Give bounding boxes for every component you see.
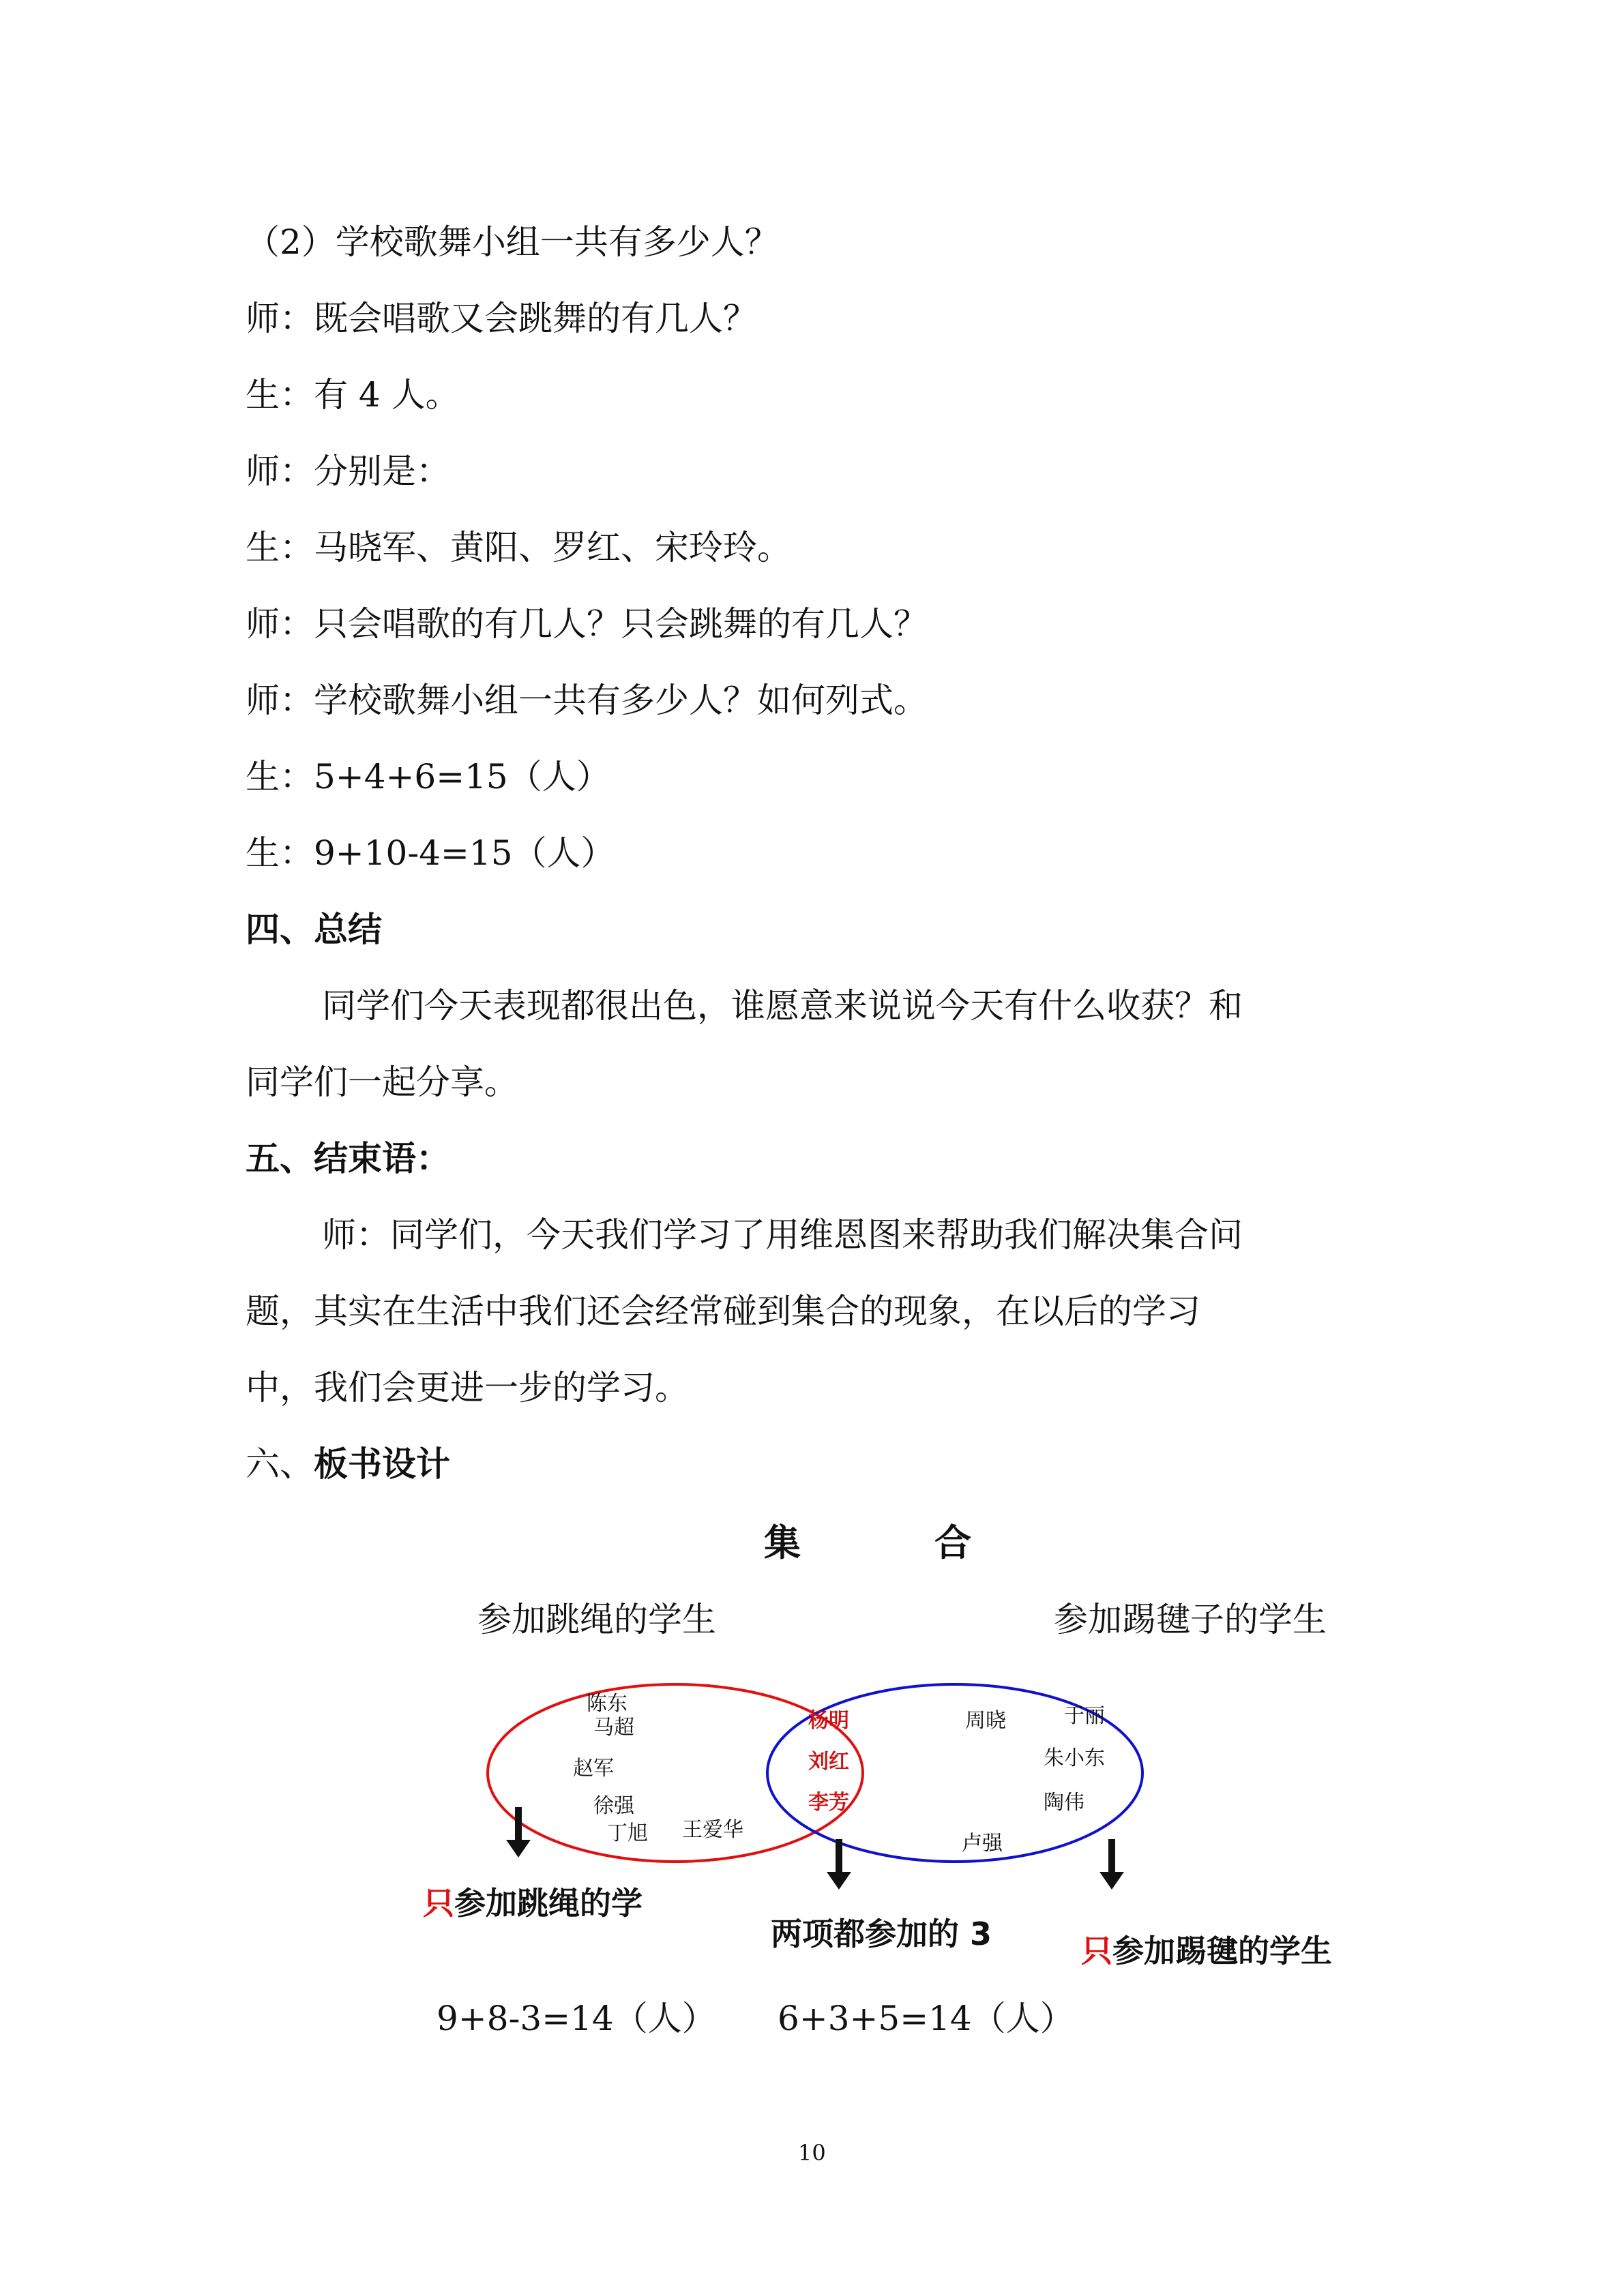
board-heading-prefix: 六、 (246, 1444, 314, 1484)
venn-name-right: 朱小东 (1044, 1746, 1105, 1770)
formula-2: 6+3+5=14（人） (778, 1999, 1074, 2038)
dialogue-line: 生：5+4+6=15（人） (246, 757, 610, 796)
venn-name-left: 赵军 (573, 1757, 614, 1780)
dialogue-line: 师：只会唱歌的有几人？只会跳舞的有几人？ (246, 604, 928, 644)
venn-name-right: 周晓 (965, 1709, 1006, 1733)
page-number: 10 (798, 2140, 826, 2166)
caption-shuttlecock-only (1081, 1926, 1332, 1971)
left-set-label: 参加跳绳的学生 (477, 1600, 716, 1639)
question-line: （2）学校歌舞小组一共有多少人？ (246, 222, 779, 262)
venn-name-both: 杨明 (808, 1709, 849, 1733)
summary-heading: 四、总结 (246, 910, 382, 949)
closing-paragraph-line: 中，我们会更进一步的学习。 (246, 1368, 689, 1407)
dialogue-line: 生：9+10-4=15（人） (246, 833, 615, 873)
formula-1: 9+8-3=14（人） (437, 1999, 716, 2038)
venn-name-right: 于丽 (1064, 1704, 1105, 1728)
closing-paragraph-line: 题，其实在生活中我们还会经常碰到集合的现象，在以后的学习 (246, 1292, 1200, 1331)
board-design-heading (246, 1444, 450, 1485)
venn-name-right: 陶伟 (1044, 1791, 1084, 1815)
venn-name-both: 刘红 (808, 1750, 849, 1774)
summary-paragraph-line: 同学们一起分享。 (246, 1062, 518, 1102)
venn-name-both: 李芳 (808, 1791, 849, 1815)
caption-highlight: 只 (423, 1885, 454, 1922)
down-arrow-icon (825, 1839, 853, 1890)
board-heading-text: 板书设计 (314, 1444, 450, 1484)
right-set-label: 参加踢毽子的学生 (1054, 1600, 1327, 1639)
dialogue-line: 师：学校歌舞小组一共有多少人？如何列式。 (246, 681, 928, 720)
board-title-right: 合 (934, 1521, 971, 1564)
venn-name-left: 丁旭 (607, 1821, 648, 1845)
venn-name-left: 王爱华 (682, 1818, 743, 1842)
caption-highlight: 只 (1081, 1933, 1112, 1969)
dialogue-line: 师：分别是： (246, 451, 450, 491)
venn-name-right: 卢强 (962, 1832, 1003, 1855)
caption-text: 参加踢毽的学生 (1112, 1933, 1332, 1969)
dialogue-line: 生：马晓军、黄阳、罗红、宋玲玲。 (246, 528, 791, 567)
venn-name-left: 马超 (593, 1716, 634, 1740)
closing-paragraph-line: 师：同学们，今天我们学习了用维恩图来帮助我们解决集合问 (322, 1215, 1243, 1255)
dialogue-line: 师：既会唱歌又会跳舞的有几人？ (246, 299, 757, 338)
caption-text: 参加跳绳的学 (454, 1885, 643, 1922)
venn-name-left: 陈东 (587, 1692, 628, 1716)
closing-heading: 五、结束语： (246, 1139, 450, 1178)
caption-both: 两项都参加的 3 (771, 1915, 992, 1952)
venn-name-left: 徐强 (593, 1794, 634, 1818)
down-arrow-icon (505, 1807, 532, 1858)
board-title-left: 集 (764, 1521, 801, 1564)
caption-jump-rope-only (423, 1879, 643, 1924)
down-arrow-icon (1098, 1839, 1125, 1890)
jump-rope-set-circle (488, 1684, 863, 1862)
dialogue-line: 生：有 4 人。 (246, 375, 460, 415)
summary-paragraph-line: 同学们今天表现都很出色，谁愿意来说说今天有什么收获？和 (322, 986, 1243, 1026)
